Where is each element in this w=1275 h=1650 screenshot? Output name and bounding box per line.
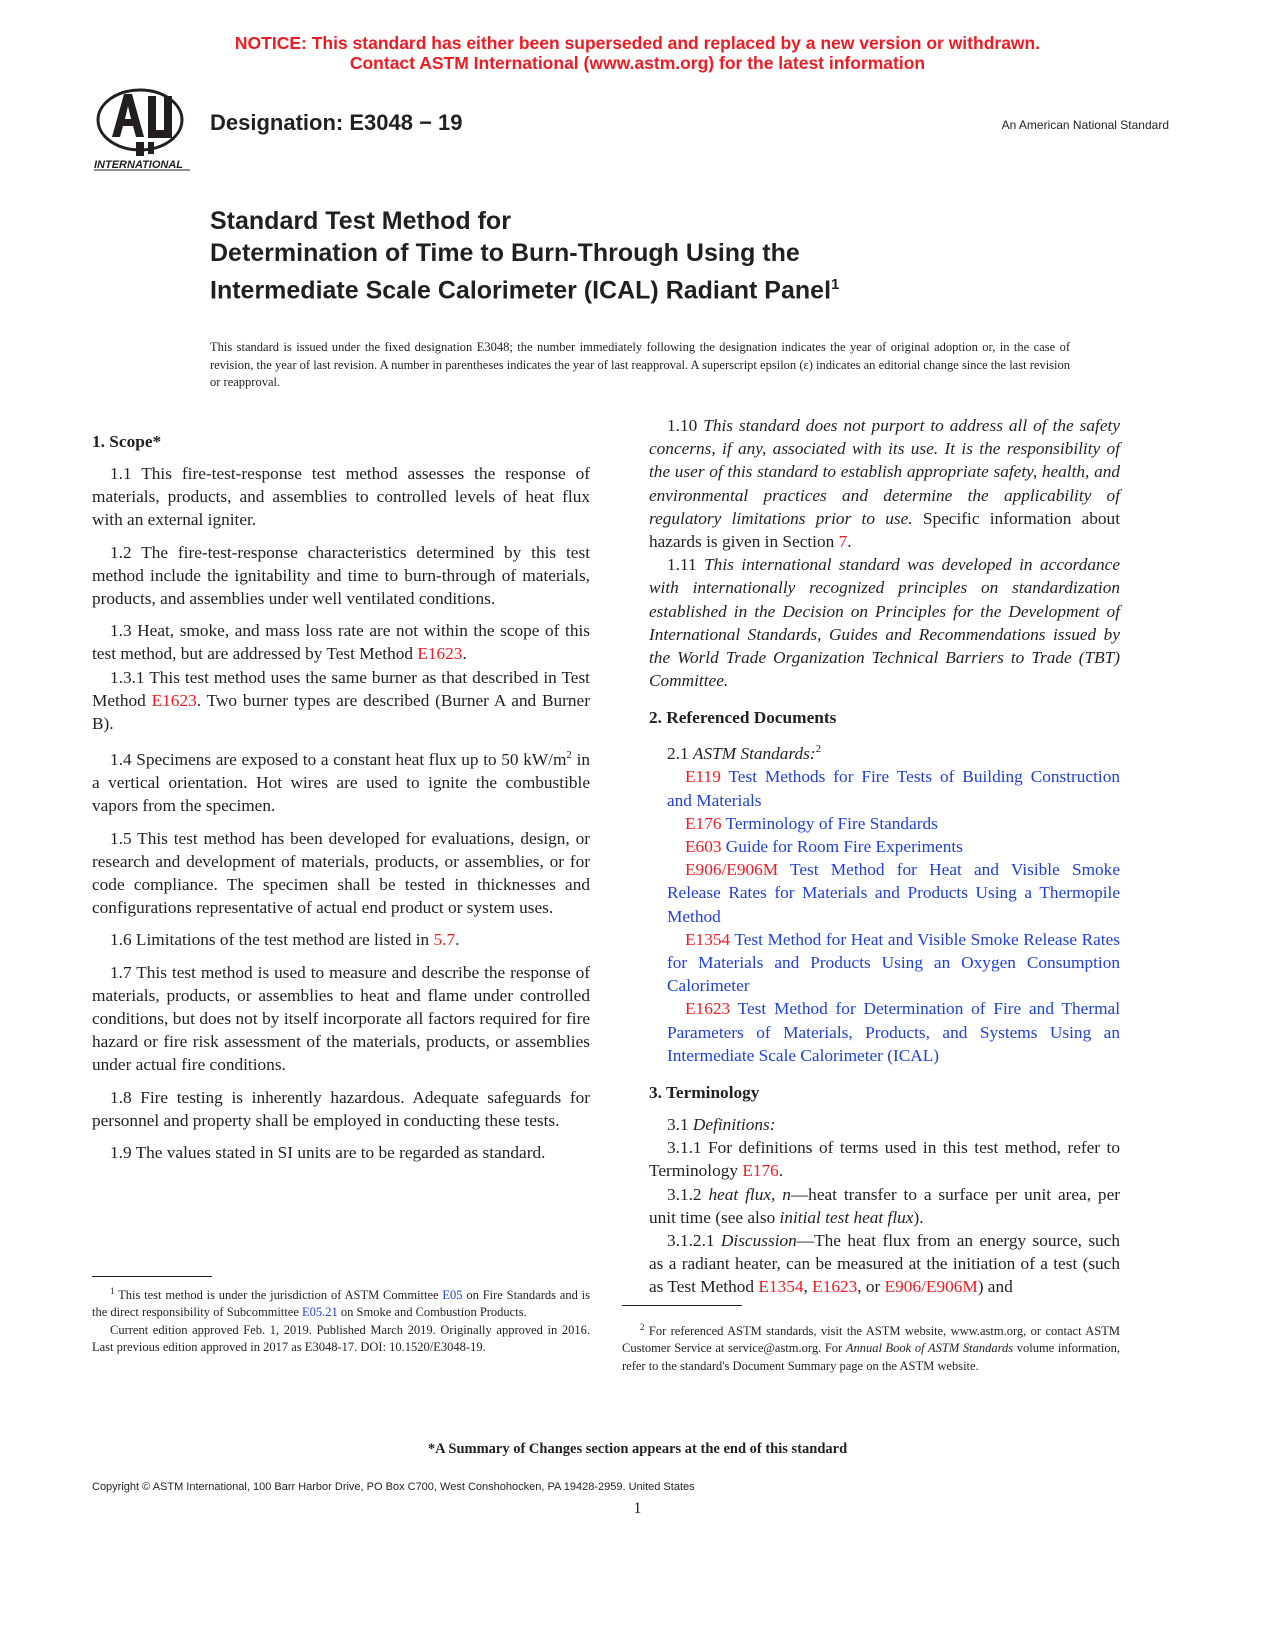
reference-title[interactable]: Terminology of Fire Standards — [721, 813, 938, 833]
link-e906[interactable]: E906/E906M — [884, 1277, 978, 1297]
link-e176[interactable]: E176 — [742, 1161, 779, 1181]
reference-list — [649, 765, 1120, 1067]
para-3-1-1: 3.1.1 For definitions of terms used in this test method, refer to Terminology E176. — [649, 1138, 1120, 1181]
reference-item[interactable] — [649, 928, 1120, 998]
para-1-3: 1.3 Heat, smoke, and mass loss rate are not within the scope of this test method, but are addressed by Test Method E1623. — [92, 621, 590, 664]
reference-code[interactable]: E603 — [685, 837, 722, 857]
reference-item[interactable] — [649, 812, 1120, 835]
link-e1354[interactable]: E1354 — [758, 1277, 804, 1297]
para-1-6: 1.6 Limitations of the test method are listed in 5.7. — [110, 930, 460, 950]
link-subcommittee-e05-21[interactable]: E05.21 — [302, 1305, 338, 1320]
footnote-2: $^2$ For referenced ASTM standards, visit the ASTM website, www.astm.org, or contact ASTM Customer Service at service@astm.org. For Annual Book of ASTM Standards volume information, refer to the standard's Document Summary page on the ASTM website. — [622, 1322, 1120, 1373]
reference-item[interactable] — [649, 997, 1120, 1067]
para-1-4: 1.4 Specimens are exposed to a constant heat flux up to 50 $kW/m^2$ in a vertical orientation. Hot wires are used to ignite the combustible vapors from the specimen. — [92, 749, 591, 816]
reference-title[interactable]: Test Methods for Fire Tests of Building Construction and Materials — [667, 767, 1120, 810]
notice-line-1: NOTICE: This standard has either been superseded and replaced by a new version or withdrawn. — [234, 33, 1041, 53]
terminology-heading: 3. Terminology — [649, 1083, 760, 1103]
copyright: Copyright © ASTM International, 100 Barr Harbor Drive, PO Box C700, West Conshohocken, PA 19428-2959. United States — [92, 1481, 695, 1493]
reference-item[interactable] — [649, 765, 1120, 811]
supersede-notice — [0, 33, 1275, 73]
para-1-10: 1.10 This standard does not purport to address all of the safety concerns, if any, associated with its use. It is the responsibility of the user of this standard to establish appropriate safety, health, and environmental practices and determine the applicability of regulatory limitations prior to use. Specific information about hazards is given in Section 7. — [649, 416, 1120, 552]
para-1-3-1: 1.3.1 This test method uses the same burner as that described in Test Method E1623. Two burner types are described (Burner A and Burner B). — [92, 667, 590, 734]
scope-heading: 1. Scope* — [92, 432, 162, 451]
footnote-1: $^1$ This test method is under the jurisdiction of ASTM Committee E05 on Fire Standards and is the direct responsibility of Subcommittee E05.21 on Smoke and Combustion Products. Current edition approved Feb. 1, 2019. Published March 2019. Originally approved in 2016. Last previous edition approved in 2017 as E3048-17. DOI: 10.1520/E3048-19. — [92, 1283, 590, 1356]
para-1-9: 1.9 The values stated in SI units are to be regarded as standard. — [110, 1143, 546, 1163]
national-standard-label: An American National Standard — [1001, 118, 1169, 132]
link-e1623[interactable]: E1623 — [417, 644, 463, 664]
reference-code[interactable]: E119 — [685, 767, 721, 787]
logo-wordmark: INTERNATIONAL — [94, 159, 184, 171]
para-1-8: 1.8 Fire testing is inherently hazardous. Adequate safeguards for personnel and property shall be employed in conducting these tests. — [92, 1087, 590, 1130]
reference-title[interactable]: Test Method for Heat and Visible Smoke Release Rates for Materials and Products Using an Oxygen Consumption Calorimeter — [667, 929, 1120, 996]
references-heading: 2. Referenced Documents — [649, 708, 837, 728]
footnote-rule-right — [622, 1305, 742, 1306]
reference-title[interactable]: Test Method for Heat and Visible Smoke Release Rates for Materials and Products Using a Thermopile Method — [667, 860, 1120, 926]
page-number: 1 — [633, 1500, 642, 1517]
para-2-1: 2.1 ASTM Standards:$^2$ — [667, 743, 822, 764]
para-1-2: 1.2 The fire-test-response characteristics determined by this test method include the ignitability and time to burn-through of materials, products, and assemblies under well ventilated conditions. — [92, 542, 590, 609]
para-1-11: 1.11 This international standard was developed in accordance with internationally recognized principles on standardization established in the Decision on Principles for the Development of International Standards, Guides and Recommendations issued by the World Trade Organization Technical Barriers to Trade (TBT) Committee. — [649, 555, 1120, 691]
title-line-1: Standard Test Method for — [210, 207, 511, 235]
title-line-2: Determination of Time to Burn-Through Using the — [210, 239, 800, 267]
para-1-5: 1.5 This test method has been developed for evaluations, design, or research and development of materials, products, or assemblies, or for code compliance. The specimen shall be tested in thicknesses and configurations representative of actual end product or system uses. — [92, 828, 590, 918]
footnote-rule-left — [92, 1276, 212, 1277]
link-e1623[interactable]: E1623 — [812, 1277, 858, 1297]
footnote-1-edition: Current edition approved Feb. 1, 2019. Published March 2019. Originally approved in 2016. Last previous edition approved in 2017 as E3048-17. DOI: 10.1520/E3048-19. — [92, 1322, 590, 1355]
para-1-1: 1.1 This fire-test-response test method assesses the response of materials, products, and assemblies to controlled levels of heat flux with an external igniter. — [92, 464, 590, 530]
reference-code[interactable]: E176 — [685, 813, 722, 833]
para-1-7: 1.7 This test method is used to measure and describe the response of materials, products, or assemblies to heat and flame under controlled conditions, but does not by itself incorporate all factors required for fire hazard or fire risk assessment of the materials, products, or assemblies under actual fire conditions. — [92, 962, 590, 1075]
summary-of-changes-note: *A Summary of Changes section appears at the end of this standard — [427, 1441, 848, 1457]
link-section-5-7[interactable]: 5.7 — [433, 930, 456, 950]
reference-title[interactable]: Guide for Room Fire Experiments — [721, 837, 963, 857]
reference-code[interactable]: E1623 — [685, 999, 731, 1019]
title-line-3: Intermediate Scale Calorimeter (ICAL) Radiant Panel — [210, 276, 832, 305]
issued-note: This standard is issued under the fixed designation E3048; the number immediately following the designation indicates the year of original adoption or, in the case of revision, the year of last revision. A number in parentheses indicates the year of last reapproval. A superscript epsilon (ε) indicates an editorial change since the last revision or reapproval. — [210, 340, 1070, 389]
notice-line-2: Contact ASTM International (www.astm.org) for the latest information — [349, 53, 926, 73]
right-column — [649, 414, 1120, 1299]
para-3-1-2-1: 3.1.2.1 Discussion—The heat flux from an energy source, such as a radiant heater, can be measured at the initiation of a test (such as Test Method E1354, E1623, or E906/E906M) and — [649, 1231, 1121, 1297]
document-title — [210, 205, 839, 306]
reference-title[interactable]: Test Method for Determination of Fire and Thermal Parameters of Materials, Products, and Systems Using an Intermediate Scale Calorimeter (ICAL) — [667, 999, 1120, 1065]
reference-item[interactable] — [649, 858, 1120, 928]
link-e1623[interactable]: E1623 — [151, 690, 197, 710]
link-section-7[interactable]: 7 — [838, 532, 848, 552]
designation: Designation: E3048 − 19 — [210, 110, 463, 135]
title-footnote-mark: 1 — [831, 276, 840, 293]
link-committee-e05[interactable]: E05 — [442, 1288, 463, 1303]
reference-code[interactable]: E906/E906M — [685, 860, 779, 880]
para-3-1-2: 3.1.2 heat flux, n—heat transfer to a surface per unit area, per unit time (see also initial test heat flux). — [649, 1184, 1120, 1227]
reference-code[interactable]: E1354 — [685, 929, 731, 949]
left-column — [92, 430, 590, 1164]
reference-item[interactable] — [649, 835, 1120, 858]
para-3-1: 3.1 Definitions: — [667, 1115, 776, 1135]
astm-logo-icon — [92, 82, 192, 172]
astm-logo — [92, 82, 192, 172]
